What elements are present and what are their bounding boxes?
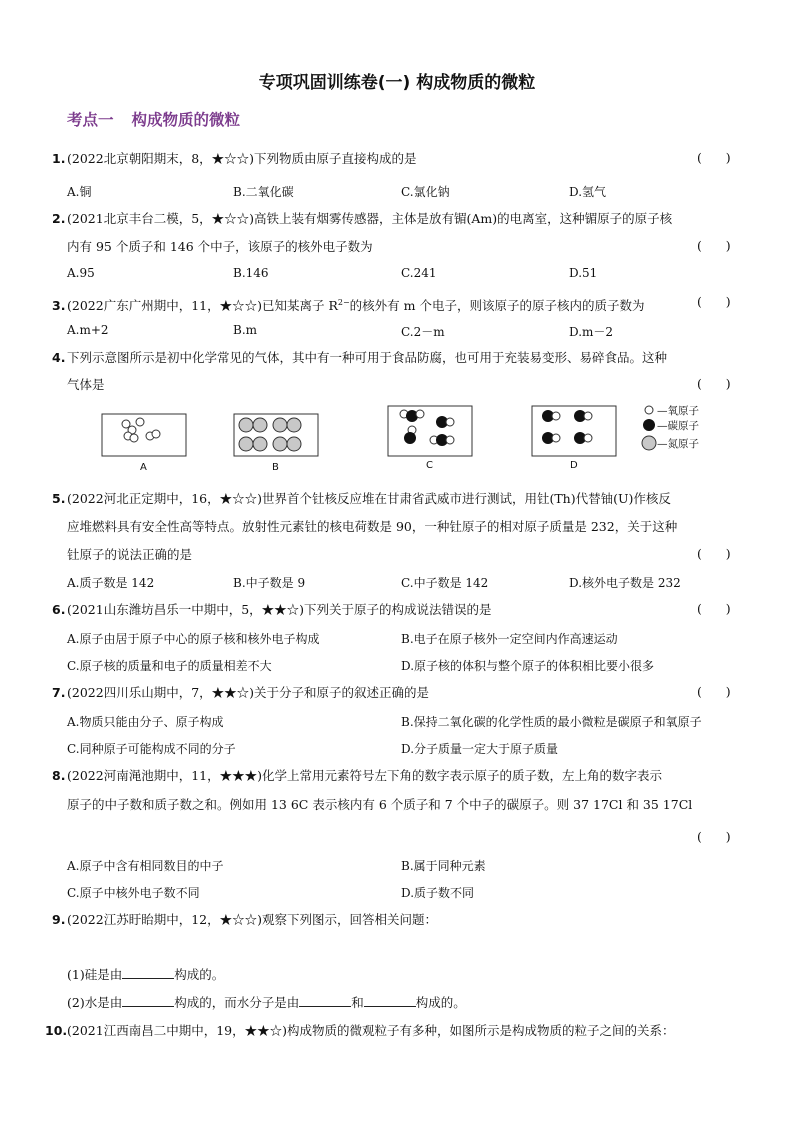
option-d: D.质子数不同 (401, 886, 475, 900)
oxygen-atom-icon (645, 406, 653, 414)
answer-bracket: ( ) (697, 150, 731, 165)
question-number: 7. (52, 685, 66, 700)
figure-d (532, 406, 616, 456)
section-text: 构成物质的微粒 (131, 111, 241, 129)
option-a: A.铜 (67, 185, 92, 199)
figure-label-d: D (570, 460, 578, 471)
question-8-stem: 8. (2022河南渑池期中，11，★★★)化学上常用元素符号左下角的数字表示原子的质子数，左上角的数字表示 (52, 768, 662, 783)
carbon-atom-icon (643, 419, 655, 431)
figure-c (388, 406, 472, 456)
molecule-figures (100, 402, 720, 478)
option-c: C.241 (401, 266, 437, 280)
question-number: 3. (52, 298, 66, 314)
question-number: 2. (52, 211, 66, 226)
option-d: D.核外电子数是 232 (569, 576, 681, 590)
option-b: B.电子在原子核外一定空间内作高速运动 (401, 632, 618, 646)
option-d: D.分子质量一定大于原子质量 (401, 742, 559, 756)
option-d: D.m－2 (569, 325, 614, 339)
answer-blank[interactable] (299, 994, 351, 1007)
option-b: B.二氧化碳 (233, 185, 294, 199)
question-3-stem: 3. (2022广东广州期中，11，★☆☆)已知某离子 $R^{2-}$的核外有 m 个电子，则该原子的原子核内的质子数为 (52, 298, 645, 314)
option-c: C.同种原子可能构成不同的分子 (67, 742, 236, 756)
figure-a (102, 414, 186, 456)
figure-label-b: B (272, 462, 279, 473)
option-c: C.2－m (401, 325, 445, 339)
question-number: 4. (52, 350, 66, 365)
option-d: D.原子核的体积与整个原子的体积相比要小很多 (401, 659, 655, 673)
gas-molecule-diagram (100, 402, 720, 478)
option-a: A.物质只能由分子、原子构成 (67, 715, 224, 729)
option-c: C.原子核的质量和电子的质量相差不大 (67, 659, 272, 673)
question-5-stem: 5. (2022河北正定期中，16，★☆☆)世界首个钍核反应堆在甘肃省武威市进行测试，用钍(Th)代替铀(U)作核反 (52, 491, 671, 506)
section-heading (67, 108, 240, 130)
option-c: C.原子中核外电子数不同 (67, 886, 200, 900)
question-2-stem-cont: 内有 95 个质子和 146 个中子，该原子的核外电子数为 (67, 239, 373, 254)
answer-bracket: ( ) (697, 546, 731, 561)
answer-bracket: ( ) (697, 601, 731, 616)
question-number: 9. (52, 912, 66, 927)
question-5-stem-cont: 应堆燃料具有安全性高等特点。放射性元素钍的核电荷数是 90，一种钍原子的相对原子质量是 232，关于这种 (67, 519, 678, 534)
option-a: A.原子中含有相同数目的中子 (67, 859, 224, 873)
question-2-stem: 2. (2021北京丰台二模，5，★☆☆)高铁上装有烟雾传感器，主体是放有镅(Am)的电离室，这种镅原子的原子核 (52, 211, 673, 226)
option-b: B.保持二氧化碳的化学性质的最小微粒是碳原子和氧原子 (401, 715, 702, 729)
option-b: B.中子数是 9 (233, 576, 306, 590)
question-9-part-1: (1)硅是由 构成的。 (67, 967, 225, 982)
answer-blank[interactable] (364, 994, 416, 1007)
option-a: A.原子由居于原子中心的原子核和核外电子构成 (67, 632, 320, 646)
question-number: 6. (52, 602, 66, 617)
section-label: 考点一 (67, 111, 114, 129)
option-d: D.氢气 (569, 185, 607, 199)
option-a: A.质子数是 142 (67, 576, 155, 590)
option-b: B.属于同种元素 (401, 859, 486, 873)
legend-nitrogen: —氮原子 (657, 438, 699, 450)
option-b: B.m (233, 323, 258, 337)
question-8-stem-cont: 原子的中子数和质子数之和。例如用 13 6C 表示核内有 6 个质子和 7 个中子的碳原子。则 37 17Cl 和 35 17Cl (67, 797, 693, 812)
question-4-stem-cont: 气体是 (67, 377, 105, 392)
option-b: B.146 (233, 266, 269, 280)
page-title: 专项巩固训练卷(一) 构成物质的微粒 (258, 73, 536, 93)
question-1-stem: 1. (2022北京朝阳期末，8，★☆☆)下列物质由原子直接构成的是 (52, 151, 417, 166)
question-4-stem: 4. 下列示意图所示是初中化学常见的气体，其中有一种可用于食品防腐，也可用于充装易变形、易碎食品。这种 (52, 350, 668, 365)
question-9-stem: 9. (2022江苏盱眙期中，12，★☆☆)观察下列图示，回答相关问题： (52, 912, 437, 927)
option-a: A.m+2 (67, 323, 109, 337)
answer-bracket: ( ) (697, 376, 731, 391)
figure-b (234, 414, 318, 456)
question-6-stem: 6. (2021山东潍坊昌乐一中期中，5，★★☆)下列关于原子的构成说法错误的是 (52, 602, 492, 617)
question-number: 5. (52, 491, 66, 506)
question-number: 10. (45, 1023, 68, 1038)
legend-carbon: —碳原子 (657, 420, 699, 432)
question-number: 8. (52, 768, 66, 783)
answer-blank[interactable] (122, 994, 174, 1007)
legend-oxygen: —氧原子 (657, 405, 699, 417)
question-10-stem: 10.(2021江西南昌二中期中，19，★★☆)构成物质的微观粒子有多种，如图所示是构成物质的粒子之间的关系： (45, 1023, 675, 1038)
nitrogen-atom-icon (642, 436, 656, 450)
answer-bracket: ( ) (697, 238, 731, 253)
question-number: 1. (52, 151, 66, 166)
question-7-stem: 7. (2022四川乐山期中，7，★★☆)关于分子和原子的叙述正确的是 (52, 685, 430, 700)
option-c: C.中子数是 142 (401, 576, 489, 590)
answer-blank[interactable] (122, 966, 174, 979)
answer-bracket: ( ) (697, 294, 731, 309)
question-5-stem-cont2: 钍原子的说法正确的是 (67, 547, 193, 562)
figure-label-a: A (140, 462, 147, 473)
figure-label-c: C (426, 460, 433, 471)
option-c: C.氯化钠 (401, 185, 450, 199)
answer-bracket: ( ) (697, 684, 731, 699)
option-a: A.95 (67, 266, 95, 280)
question-9-part-2: (2)水是由 构成的，而水分子是由 和 构成的。 (67, 995, 466, 1010)
option-d: D.51 (569, 266, 598, 280)
answer-bracket: ( ) (697, 829, 731, 844)
